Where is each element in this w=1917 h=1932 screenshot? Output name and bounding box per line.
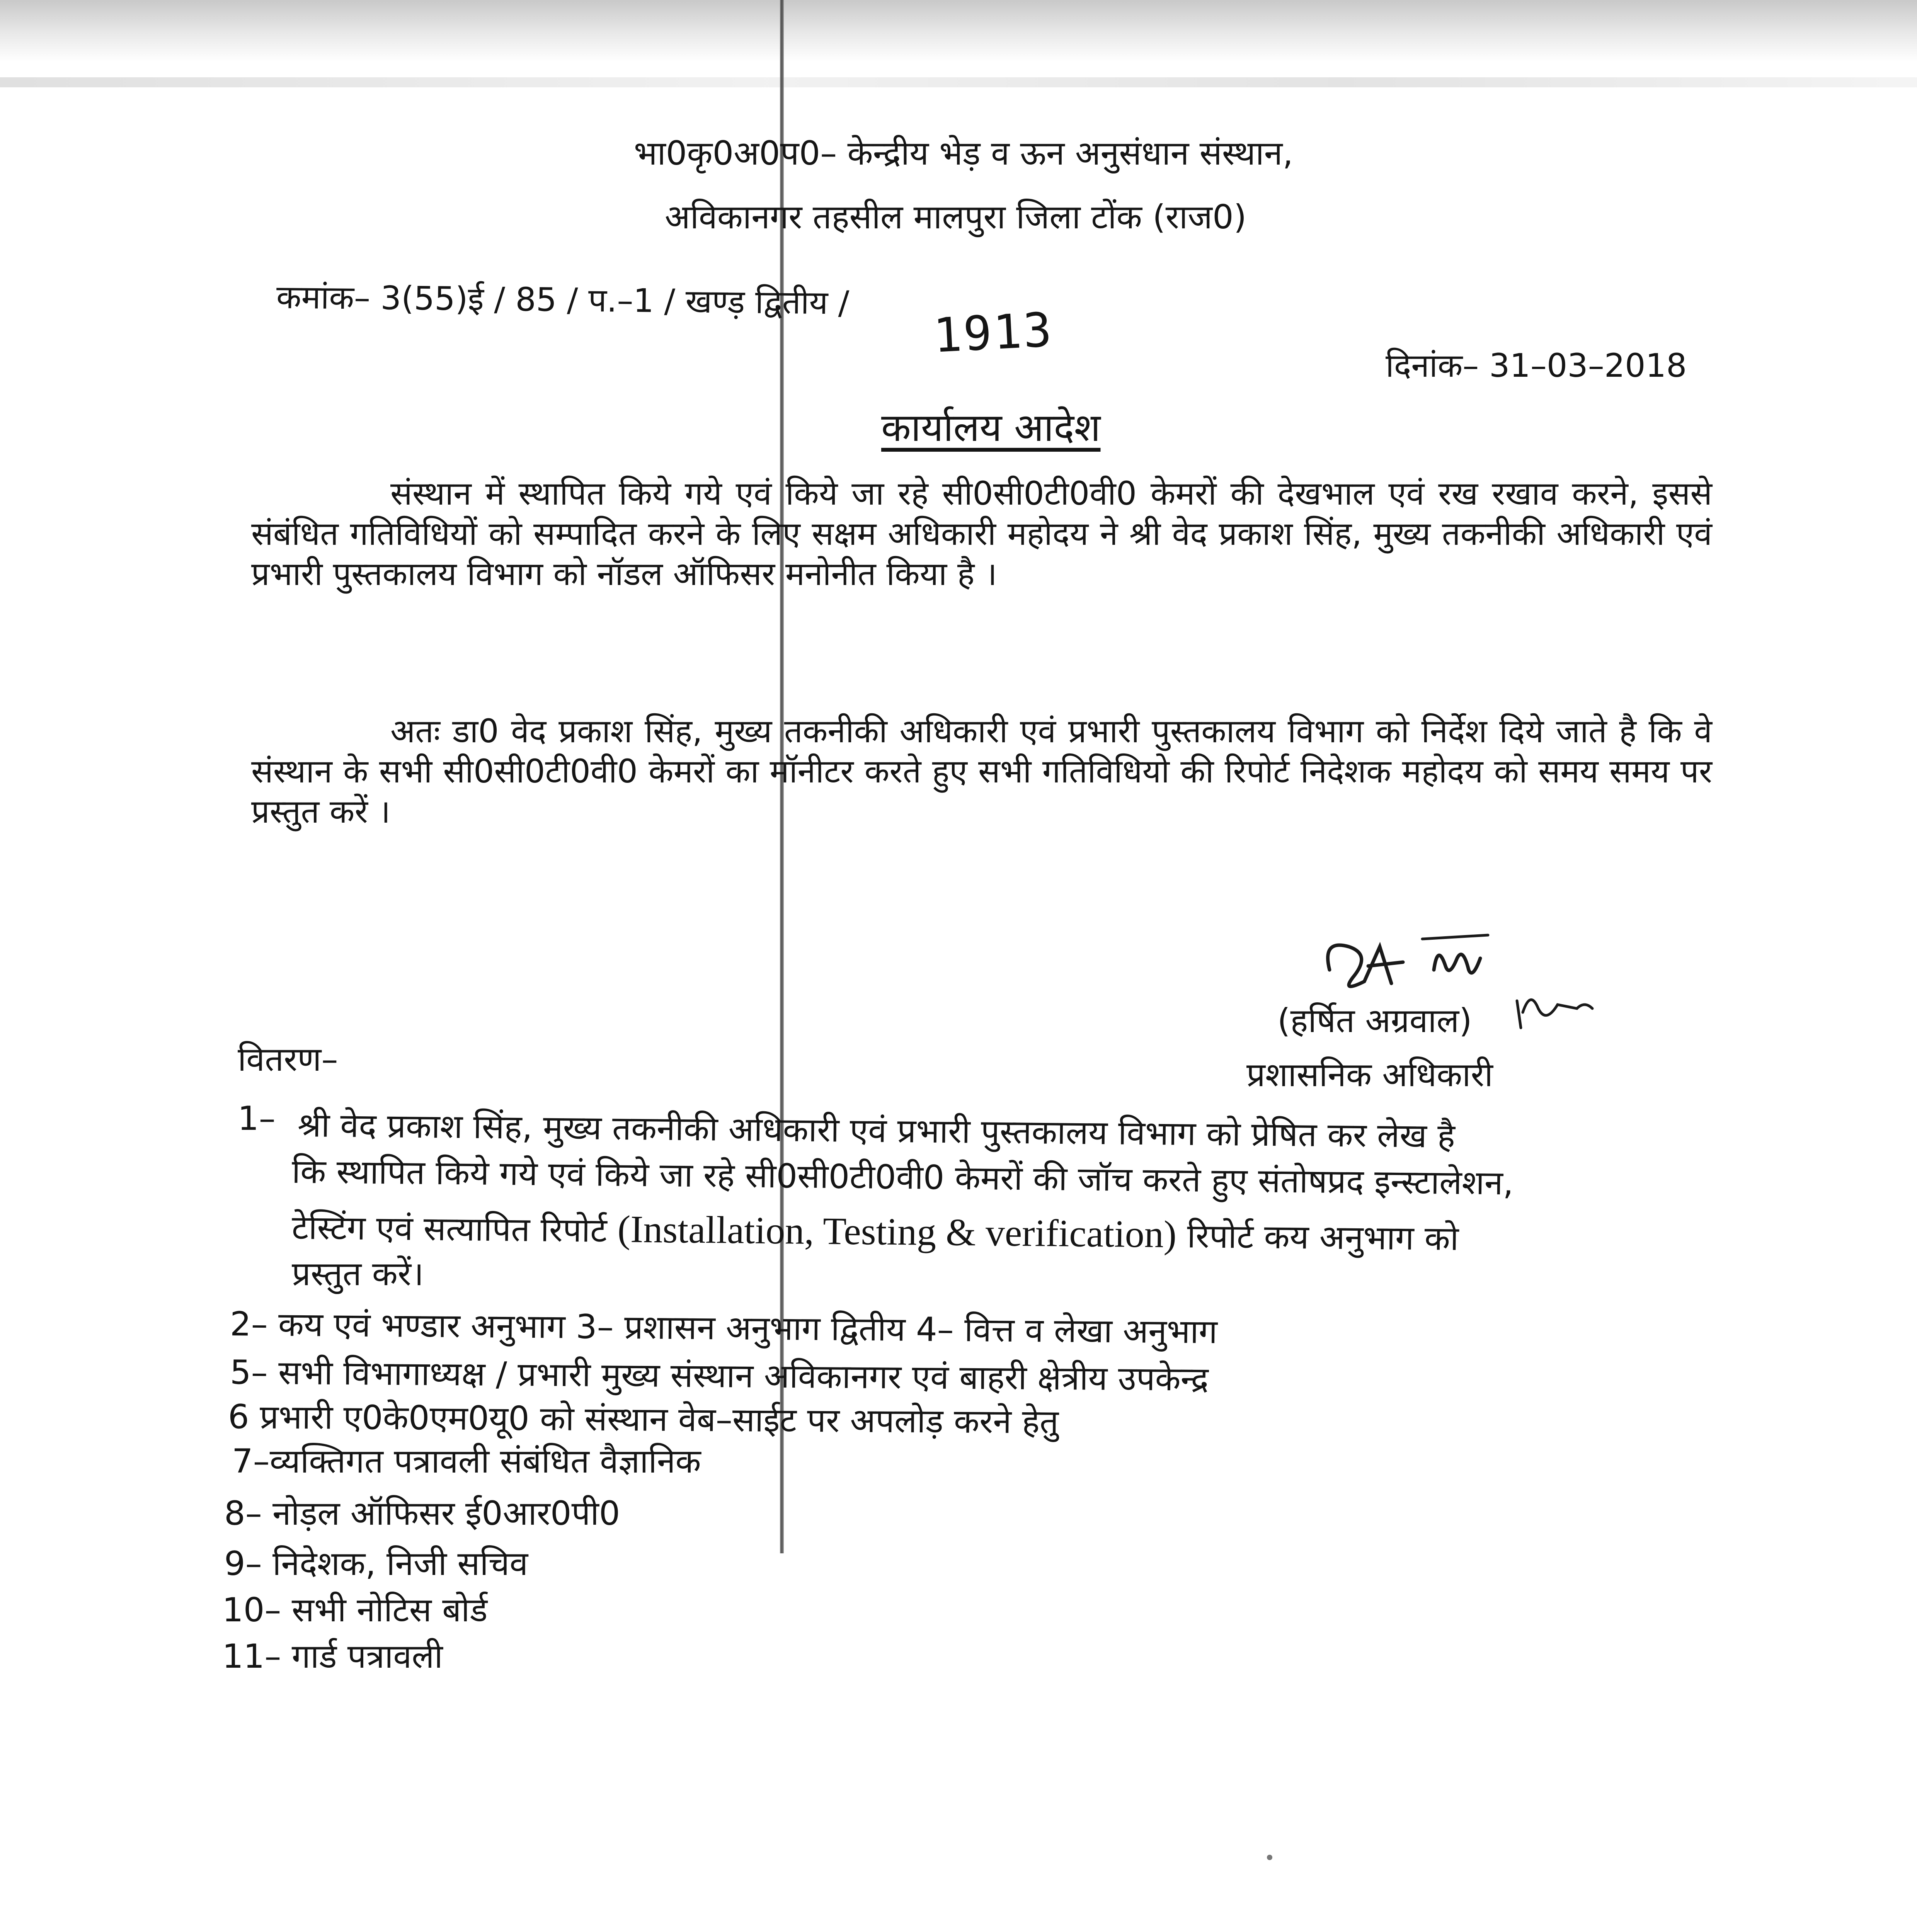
distribution-item: 7–व्यक्तिगत पत्रावली संबंधित वैज्ञानिक [232, 1442, 701, 1481]
distribution-item: 5– सभी विभागाध्यक्ष / प्रभारी मुख्य संस्थान अविकानगर एवं बाहरी क्षेत्रीय उपकेन्द्र [230, 1353, 1209, 1399]
distribution-item: 6 प्रभारी ए0के0एम0यू0 को संस्थान वेब–साईट पर अपलोड़ करने हेतु [228, 1398, 1059, 1442]
distribution-item-english-text: (Installation, Testing & verification) [617, 1208, 1177, 1256]
distribution-item-line: प्रस्तुत करें। [292, 1255, 424, 1293]
handwritten-dispatch-number: 1913 [932, 302, 1055, 364]
scan-artifact-line [0, 77, 1917, 87]
institute-name: भा0कृ0अ0प0– केन्द्रीय भेड़ व ऊन अनुसंधान संस्थान, [634, 134, 1293, 173]
distribution-item: 2– कय एवं भण्डार अनुभाग 3– प्रशासन अनुभाग द्वितीय 4– वित्त व लेखा अनुभाग [230, 1305, 1218, 1352]
distribution-item-line [291, 1204, 1459, 1260]
distribution-item: 9– निदेशक, निजी सचिव [224, 1544, 528, 1583]
signatory-designation: प्रशासनिक अधिकारी [1246, 1056, 1493, 1094]
signatory-name: (हर्षित अग्रवाल) [1277, 1002, 1472, 1040]
order-paragraph-1: संस्थान में स्थापित किये गये एवं किये जा रहे सी0सी0टी0वी0 केमरों की देखभाल एवं रख रखाव करने, इससे संबंधित गतिविधियों को सम्पादित करने के लिए सक्षम अधिकारी महोदय ने श्री वेद प्रकाश सिंह, मुख्य तकनीकी अधिकारी एवं प्रभारी पुस्तकालय विभाग को नॉडल ऑफिसर मनोनीत किया है । [251, 474, 1712, 593]
distribution-item: 11– गार्ड पत्रावली [222, 1637, 443, 1676]
distribution-heading: वितरण– [238, 1040, 338, 1079]
distribution-item-text: टेस्टिंग एवं सत्यापित रिपोर्ट [291, 1208, 607, 1250]
distribution-item-line: कि स्थापित किये गये एवं किये जा रहे सी0सी0टी0वी0 केमरों की जॉच करते हुए संतोषप्रद इन्स्टालेशन, [291, 1152, 1514, 1203]
distribution-item: 8– नोड़ल ऑफिसर ई0आर0पी0 [224, 1494, 620, 1533]
order-number: कमांक– 3(55)ई / 85 / प.–1 / खण्ड़ द्वितीय / [276, 278, 850, 322]
order-date: दिनांक– 31–03–2018 [1386, 347, 1687, 384]
order-paragraph-2: अतः डा0 वेद प्रकाश सिंह, मुख्य तकनीकी अधिकारी एवं प्रभारी पुस्तकालय विभाग को निर्देश दिये जाते है कि वे संस्थान के सभी सी0सी0टी0वी0 केमरों का मॉनीटर करते हुए सभी गतिविधियो की रिपोर्ट निदेशक महोदय को समय समय पर प्रस्तुत करें । [251, 712, 1712, 830]
scan-shadow-top [0, 0, 1917, 62]
document-title: कार्यालय आदेश [881, 405, 1101, 450]
distribution-item: 10– सभी नोटिस बोर्ड [222, 1591, 488, 1629]
institute-address: अविकानगर तहसील मालपुरा जिला टोंक (राज0) [665, 198, 1247, 236]
distribution-item-line: श्री वेद प्रकाश सिंह, मुख्य तकनीकी अधिकारी एवं प्रभारी पुस्तकालय विभाग को प्रेषित कर लेख है [297, 1106, 1456, 1156]
scan-speck [1267, 1855, 1272, 1860]
distribution-item-number: 1– [238, 1099, 276, 1138]
distribution-item-text: रिपोर्ट कय अनुभाग को [1187, 1217, 1459, 1258]
